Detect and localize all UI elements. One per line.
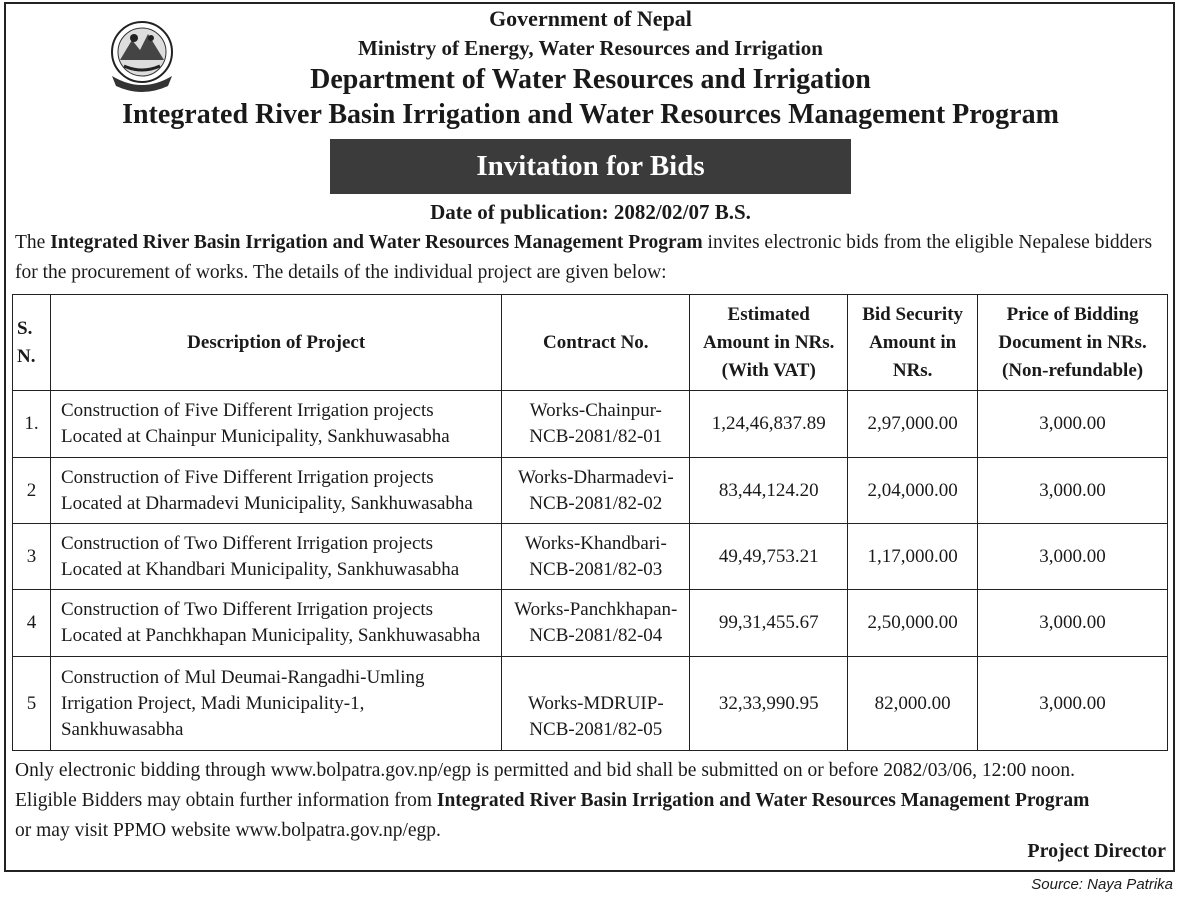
source-credit: Source: Naya Patrika [1031,876,1173,893]
table-header-row [13,295,1168,391]
cell-description: Construction of Two Different Irrigation projects Located at Panchkhapan Municipality, Sankhuwasabha [50,590,501,657]
intro-paragraph [15,228,1170,288]
intro-text: invites electronic bids from the eligible Nepalese bidders for the procurement of works. The details of the individual project are given below: [15,232,1153,283]
cell-security: 2,50,000.00 [848,590,978,657]
cell-security: 2,04,000.00 [848,458,978,524]
footer-line-3: or may visit PPMO website www.bolpatra.gov.np/egp. [15,820,441,841]
cell-sn: 3 [13,524,51,590]
header-price: Price of Bidding Document in NRs. (Non-refundable) [978,295,1168,391]
cell-sn: 5 [13,657,51,751]
ministry-title: Ministry of Energy, Water Resources and Irrigation [358,36,823,60]
cell-estimated: 49,49,753.21 [690,524,848,590]
cell-sn: 1. [13,391,51,458]
cell-price: 3,000.00 [978,458,1168,524]
publication-date: Date of publication: 2082/02/07 B.S. [430,200,751,224]
table-row [13,391,1168,458]
table-row [13,590,1168,657]
cell-sn: 4 [13,590,51,657]
program-title: Integrated River Basin Irrigation and Water Resources Management Program [122,99,1059,130]
table-row [13,657,1168,751]
cell-estimated: 1,24,46,837.89 [690,391,848,458]
cell-price: 3,000.00 [978,391,1168,458]
cell-security: 82,000.00 [848,657,978,751]
cell-estimated: 83,44,124.20 [690,458,848,524]
cell-estimated: 32,33,990.95 [690,657,848,751]
intro-org: Integrated River Basin Irrigation and Water Resources Management Program [50,232,703,253]
cell-contract: Works-Khandbari- NCB-2081/82-03 [502,524,690,590]
cell-sn: 2 [13,458,51,524]
signature-title: Project Director [1027,840,1166,862]
intro-lead: The [15,232,51,253]
cell-security: 1,17,000.00 [848,524,978,590]
cell-price: 3,000.00 [978,657,1168,751]
department-title: Department of Water Resources and Irrigation [310,64,871,95]
footer-line-1: Only electronic bidding through www.bolpatra.gov.np/egp is permitted and bid shall be submitted on or before 2082/03/06, 12:00 noon. [15,760,1076,781]
cell-description: Construction of Mul Deumai-Rangadhi-Umling Irrigation Project, Madi Municipality-1, Sankhuwasabha [50,657,501,751]
footer-line-2: Eligible Bidders may obtain further information from Integrated River Basin Irrigation and Water Resources Management Program [15,790,1090,811]
header-contract: Contract No. [502,295,690,391]
cell-price: 3,000.00 [978,524,1168,590]
footer-notes [15,756,1170,846]
cell-price: 3,000.00 [978,590,1168,657]
cell-contract: Works-MDRUIP- NCB-2081/82-05 [502,657,690,751]
cell-description: Construction of Five Different Irrigation projects Located at Dharmadevi Municipality, Sankhuwasabha [50,458,501,524]
header-estimated: Estimated Amount in NRs. (With VAT) [690,295,848,391]
cell-contract: Works-Chainpur- NCB-2081/82-01 [502,391,690,458]
cell-contract: Works-Dharmadevi- NCB-2081/82-02 [502,458,690,524]
cell-estimated: 99,31,455.67 [690,590,848,657]
cell-security: 2,97,000.00 [848,391,978,458]
cell-contract: Works-Panchkhapan- NCB-2081/82-04 [502,590,690,657]
table-row [13,524,1168,590]
header-description: Description of Project [50,295,501,391]
header-sn: S. N. [13,295,51,391]
table-row [13,458,1168,524]
header-security: Bid Security Amount in NRs. [848,295,978,391]
bids-table [12,294,1168,751]
cell-description: Construction of Two Different Irrigation projects Located at Khandbari Municipality, Sankhuwasabha [50,524,501,590]
government-title: Government of Nepal [489,6,692,31]
invitation-banner: Invitation for Bids [330,139,851,194]
cell-description: Construction of Five Different Irrigation projects Located at Chainpur Municipality, Sankhuwasabha [50,391,501,458]
